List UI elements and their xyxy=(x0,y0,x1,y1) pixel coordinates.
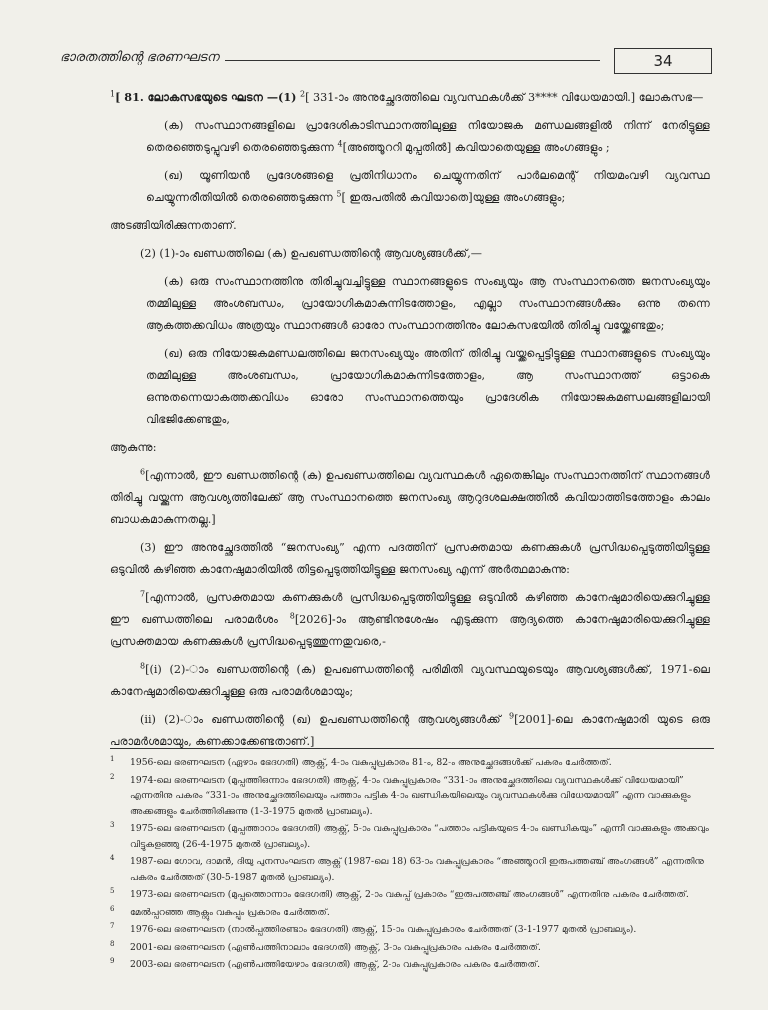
paragraph-text: ആകുന്നു: xyxy=(110,441,157,454)
clause-2b: (ഖ) ഒരു നിയോജകമണ്ഡലത്തിലെ ജനസംഖ്യയും അതിന് തിരിച്ചു വയ്ക്കപ്പെട്ടിട്ടുള്ള സ്ഥാനങ്ങളുടെ സംഖ്യയും തമ്മിലുള്ള അംശബന്ധം, പ്രായോഗികമാകുന്നിടത്തോളം, ആ സംസ്ഥാനത്ത് ഒട്ടാകെ ഒന്നുതന്നെയാകത്തക്കവിധം ഓരോ സംസ്ഥാനത്തെയും പ്രാദേശിക നിയോജകമണ്ഡലങ്ങളിലായി വിഭജിക്കേണ്ടതും, xyxy=(146,347,710,426)
page-number: 34 xyxy=(614,48,712,74)
sub-clause-ii: (ii) (2)-ാം ഖണ്ഡത്തിന്റെ (ഖ) ഉപഖണ്ഡത്തിന്റെ ആവശ്യങ്ങൾക്ക് $^9$[2001]-ലെ കാനേഷുമാരി യുടെ ഒരു പരാമർശമായും, കണക്കാക്കേണ്ടതാണ്.] xyxy=(110,711,710,748)
body-text xyxy=(110,86,710,759)
proviso-1: $^6$[എന്നാൽ, ഈ ഖണ്ഡത്തിന്റെ (ക) ഉപഖണ്ഡത്തിലെ വ്യവസ്ഥകൾ ഏതെങ്കിലും സംസ്ഥാനത്തിന് സ്ഥാനങ്ങൾ തിരിച്ചു വയ്ക്കുന്ന ആവശ്യത്തിലേക്ക് ആ സംസ്ഥാനത്തെ ജനസംഖ്യ ആറുദശലക്ഷത്തിൽ കവിയാത്തിടത്തോളം കാലം ബാധകമാകുന്നതല്ല.] xyxy=(110,467,710,526)
footnote-item: 7 1976-ലെ ഭരണഘടന (നാൽപ്പത്തിരണ്ടാം ഭേദഗതി) ആക്റ്റ്, 15-ാം വകുപ്പുപ്രകാരം ചേർത്തത് (3-1-1977 മുതൽ പ്രാബല്യം). xyxy=(110,922,637,935)
clause-1a: (ക) സംസ്ഥാനങ്ങളിലെ പ്രാദേശികാടിസ്ഥാനത്തിലുള്ള നിയോജക മണ്ഡലങ്ങളിൽ നിന്ന് നേരിട്ടുള്ള തെരഞ്ഞെടുപ്പുവഴി തെരഞ്ഞെടുക്കുന്ന $^4$[അഞ്ഞൂററി മുപ്പതിൽ] കവിയാതെയുള്ള അംഗങ്ങളും ; xyxy=(146,119,710,154)
footnote-item: 2 1974-ലെ ഭരണഘടന (മുപ്പത്തിഒന്നാം ഭേദഗതി) ആക്റ്റ്, 4-ാം വകുപ്പുപ്രകാരം “331-ാം അനുച്ഛേദത്തിലെ വ്യവസ്ഥകൾക്ക് വിധേയമായി” എന്നതിനു പകരം “331-ാം അനുച്ഛേദത്തിലെയും പത്താം പട്ടിക 4-ാം ഖണ്ഡികയിലെയും വ്യവസ്ഥകൾക്കു വിധേയമായി” എന്ന വാക്കുകളും അക്കങ്ങളും ചേർത്തിരിക്കുന്നു (1-3-1975 മുതൽ പ്രാബല്യം). xyxy=(110,772,691,817)
footnote-item: 4 1987-ലെ ഗോവ, ദാമൻ, ദിയു പുനസംഘടന ആക്റ്റ് (1987-ലെ 18) 63-ാം വകുപ്പുപ്രകാരം “അഞ്ഞൂററി ഇരുപത്തഞ്ച് അംഗങ്ങൾ” എന്നതിനു പകരം ചേർത്തത് (30-5-1987 മുതൽ പ്രാബല്യം). xyxy=(110,854,704,883)
proviso-2: $^7$[എന്നാൽ, പ്രസക്തമായ കണക്കുകൾ പ്രസിദ്ധപ്പെടുത്തിയിട്ടുള്ള ഒടുവിൽ കഴിഞ്ഞ കാനേഷുമാരിയെക്കുറിച്ചുള്ള ഈ ഖണ്ഡത്തിലെ പരാമർശം $^8$[2026]-ാം ആണ്ടിനുശേഷം എടുക്കുന്ന ആദ്യത്തെ കാനേഷുമാരിയെക്കുറിച്ചുള്ള പ്രസക്തമായ കണക്കുകൾ പ്രസിദ്ധപ്പെടുത്തുന്നതുവരെ,- xyxy=(110,589,710,648)
footnotes xyxy=(110,748,714,975)
footnote-item: 1 1956-ലെ ഭരണഘടന (ഏഴാം ഭേദഗതി) ആക്റ്റ്, 4-ാം വകുപ്പുപ്രകാരം 81-ം, 82-ം അനുച്ഛേദങ്ങൾക്ക് പകരം ചേർത്തത്. xyxy=(110,755,612,768)
footnote-item: 8 2001-ലെ ഭരണഘടന (എൺപത്തിനാലാം ഭേദഗതി) ആക്റ്റ്, 3-ാം വകുപ്പുപ്രകാരം പകരം ചേർത്തത്. xyxy=(110,939,541,953)
clause-1b: (ഖ) യൂണിയൻ പ്രദേശങ്ങളെ പ്രതിനിധാനം ചെയ്യുന്നതിന് പാർലമെന്റ് നിയമംവഴി വ്യവസ്ഥ ചെയ്യുന്നരീതിയിൽ തെരഞ്ഞെടുക്കുന്ന $^5$[ ഇരുപതിൽ കവിയാതെ]യുള്ള അംഗങ്ങളും; xyxy=(146,169,710,204)
clause-3: (3) ഈ അനുച്ഛേദത്തിൽ “ജനസംഖ്യ” എന്ന പദത്തിന് പ്രസക്തമായ കണക്കുകൾ പ്രസിദ്ധപ്പെടുത്തിയിട്ടുള്ള ഒടുവിൽ കഴിഞ്ഞ കാനേഷുമാരിയിൽ തിട്ടപ്പെടുത്തിയിട്ടുള്ള ജനസംഖ്യ എന്ന് അർത്ഥമാകുന്നു: xyxy=(110,541,710,576)
clause-2a: (ക) ഒരു സംസ്ഥാനത്തിനു തിരിച്ചുവച്ചിട്ടുള്ള സ്ഥാനങ്ങളുടെ സംഖ്യയും ആ സംസ്ഥാനത്തെ ജനസംഖ്യയും തമ്മിലുള്ള അംശബന്ധം, പ്രായോഗികമാകുന്നിടത്തോളം, എല്ലാ സംസ്ഥാനങ്ങൾക്കും ഒന്നു തന്നെ ആകത്തക്കവിധം അത്രയും സ്ഥാനങ്ങൾ ഓരോ സംസ്ഥാനത്തിനും ലോകസഭയിൽ തിരിച്ചു വയ്ക്കേണ്ടതും; xyxy=(146,275,710,332)
paragraph-text: അടങ്ങിയിരിക്കുന്നതാണ്. xyxy=(110,219,237,232)
footnote-item: 3 1975-ലെ ഭരണഘടന (മുപ്പത്താറാം ഭേദഗതി) ആക്റ്റ്, 5-ാം വകുപ്പുപ്രകാരം “പത്താം പട്ടികയുടെ 4-ാം ഖണ്ഡികയും” എന്നീ വാക്കുകളും അക്കവും വിട്ടുകളഞ്ഞു (26-4-1975 മുതൽ പ്രാബല്യം). xyxy=(110,821,709,850)
footnote-item: 6 മേൽപ്പറഞ്ഞ ആക്റ്റും വകുപ്പും പ്രകാരം ചേർത്തത്. xyxy=(110,904,330,918)
clause-2-heading: (2) (1)-ാം ഖണ്ഡത്തിലെ (ക) ഉപഖണ്ഡത്തിന്റെ ആവശ്യങ്ങൾക്ക്,— xyxy=(140,247,482,260)
sub-clause-i: $^8$[(i) (2)-ാം ഖണ്ഡത്തിന്റെ (ക) ഉപഖണ്ഡത്തിന്റെ പരിമിതി വ്യവസ്ഥയുടെയും ആവശ്യങ്ങൾക്ക്, 1971-ലെ കാനേഷുമാരിയെക്കുറിച്ചുള്ള ഒരു പരാമർശമായും; xyxy=(110,661,710,698)
running-title: ഭാരതത്തിന്റെ ഭരണഘടന xyxy=(60,50,225,65)
page-header xyxy=(60,48,712,74)
footnote-item: 5 1973-ലെ ഭരണഘടന (മുപ്പത്തൊന്നാം ഭേദഗതി) ആക്റ്റ്, 2-ാം വകുപ്പ് പ്രകാരം “ഇരുപത്തഞ്ച് അംഗങ്ങൾ” എന്നതിനു പകരം ചേർത്തത്. xyxy=(110,887,689,900)
footnote-item: 9 2003-ലെ ഭരണഘടന (എൺപത്തിയേഴാം ഭേദഗതി) ആക്റ്റ്, 2-ാം വകുപ്പുപ്രകാരം പകരം ചേർത്തത്. xyxy=(110,957,540,970)
article-81-heading: $^1$[ 81. ലോകസഭയുടെ ഘടന —(1) $^2$[ 331-ാം അനുച്ഛേദത്തിലെ വ്യവസ്ഥകൾക്ക് 3**** വിധേയമായി.] ലോകസഭ— xyxy=(110,89,704,104)
